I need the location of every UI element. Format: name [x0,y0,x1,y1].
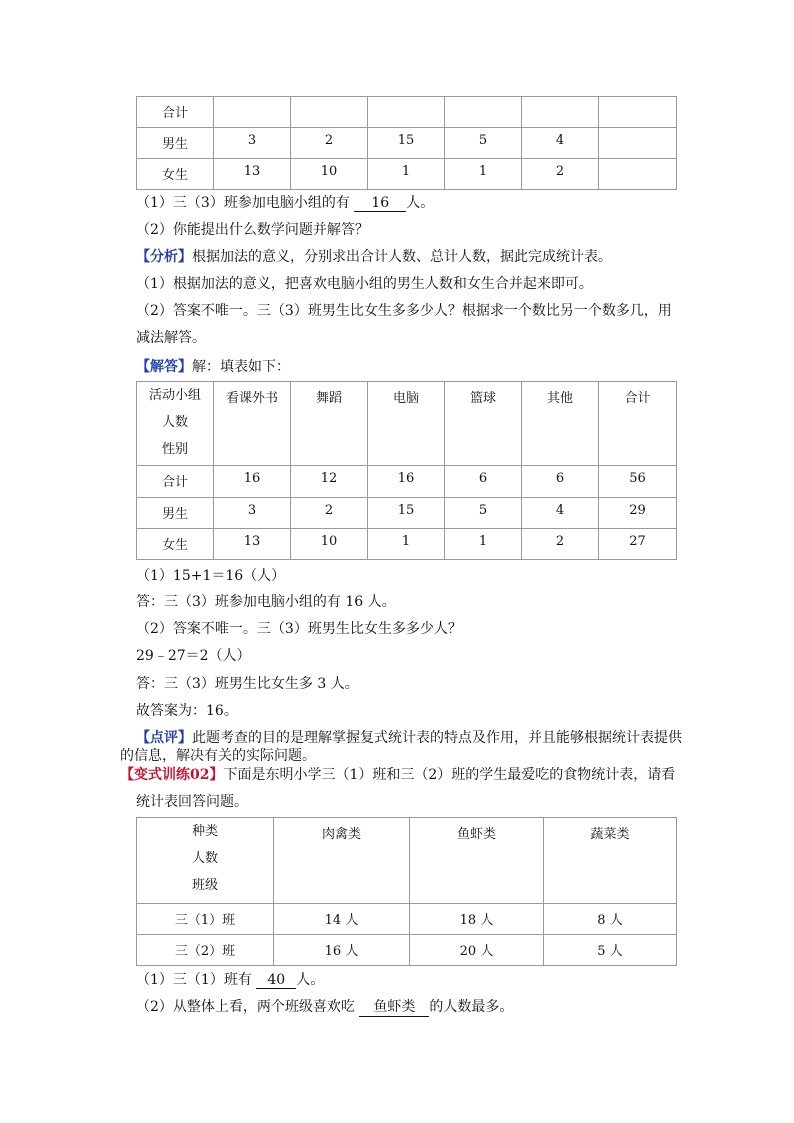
table-cell: 5 [445,498,522,529]
solution-heading [136,356,290,376]
table-cell: 10 [291,529,368,560]
analysis-text: 根据加法的意义，分别求出合计人数、总计人数，据此完成统计表。 [192,249,612,265]
question-text: 人。 [406,195,435,211]
column-header: 看课外书 [214,382,291,466]
table-cell [368,97,445,128]
header-corner [137,382,214,466]
table-cell [522,97,599,128]
header-corner [137,818,274,904]
table-row [137,159,677,190]
table-cell: 18 人 [410,904,544,935]
solution-line-3: （2）答案不唯一。三（3）班男生比女生多多少人？ [136,621,462,637]
column-header: 其他 [522,382,599,466]
table-row [137,904,677,935]
table-cell: 3 [214,128,291,159]
variant-tag: 【变式训练02】 [120,767,224,783]
analysis-point-2a: （2）答案不唯一。三（3）班男生比女生多多少人？根据求一个数比另一个数多几，用 [136,303,672,319]
comment-tag: 【点评】 [136,730,192,746]
table-cell: 8 人 [544,904,677,935]
comment-line-1 [136,727,682,747]
column-header: 合计 [599,382,677,466]
table-cell: 56 [599,466,677,498]
question-text: （1）三（3）班参加电脑小组的有 [136,195,350,211]
table-row [137,498,677,529]
table-cell: 20 人 [410,935,544,966]
column-header: 篮球 [445,382,522,466]
variant-line-2: 统计表回答问题。 [136,794,248,810]
column-header: 蔬菜类 [544,818,677,904]
row-label: 合计 [137,97,214,128]
comment-text: 此题考查的目的是理解掌握复式统计表的特点及作用，并且能够根据统计表提供 [192,730,682,746]
table-activity-partial [136,96,677,190]
analysis-heading [136,246,612,266]
table-cell: 10 [291,159,368,190]
corner-label: 性别 [161,442,188,457]
table-header-row [137,382,677,466]
table-cell: 5 [445,128,522,159]
solution-line-4: 29﹣27＝2（人） [136,648,251,664]
variant-question-2 [136,996,513,1017]
table-cell: 29 [599,498,677,529]
table-row [137,97,677,128]
table-cell: 4 [522,498,599,529]
table-cell: 14 人 [274,904,410,935]
table-row [137,128,677,159]
table-cell: 27 [599,529,677,560]
table-cell: 1 [445,159,522,190]
table-cell [291,97,368,128]
table-cell [214,97,291,128]
corner-label: 人数 [191,851,218,866]
analysis-point-1: （1）根据加法的意义，把喜欢电脑小组的男生人数和女生合并起来即可。 [136,276,593,292]
corner-label: 班级 [191,878,218,893]
table-cell: 2 [291,128,368,159]
table-food [136,817,677,966]
solution-text: 解：填表如下： [192,359,290,375]
question-text: （2）从整体上看，两个班级喜欢吃 [136,999,355,1015]
table-cell: 16 [368,466,445,498]
column-header: 鱼虾类 [410,818,544,904]
table-cell: 5 人 [544,935,677,966]
table-cell: 2 [291,498,368,529]
table-cell [599,97,677,128]
analysis-point-2b: 减法解答。 [136,330,206,346]
table-cell: 6 [445,466,522,498]
table-row [137,529,677,560]
table-cell [445,97,522,128]
row-label: 女生 [137,529,214,560]
solution-line-5: 答：三（3）班男生比女生多 3 人。 [136,676,359,692]
table-cell: 13 [214,529,291,560]
table-cell: 1 [368,159,445,190]
column-header: 电脑 [368,382,445,466]
corner-label: 种类 [191,824,218,839]
table-activity-full [136,381,677,560]
corner-label: 活动小组 [148,388,201,403]
table-cell: 12 [291,466,368,498]
table-cell: 15 [368,498,445,529]
analysis-tag: 【分析】 [136,249,192,265]
row-label: 男生 [137,498,214,529]
table-cell: 3 [214,498,291,529]
variant-text: 下面是东明小学三（1）班和三（2）班的学生最爱吃的食物统计表，请看 [223,767,676,783]
question-1 [136,192,434,212]
table-row [137,935,677,966]
table-cell [599,128,677,159]
solution-tag: 【解答】 [136,359,192,375]
solution-line-1: （1）15+1＝16（人） [136,568,286,584]
row-label: 合计 [137,466,214,498]
table-cell: 4 [522,128,599,159]
column-header: 舞蹈 [291,382,368,466]
question-2: （2）你能提出什么数学问题并解答？ [136,222,369,238]
table-cell: 2 [522,529,599,560]
table-cell: 16 人 [274,935,410,966]
table-header-row [137,818,677,904]
question-text: 的人数最多。 [429,999,514,1015]
variant-heading [120,764,675,784]
answer-blank: 鱼虾类 [359,996,429,1017]
solution-line-2: 答：三（3）班参加电脑小组的有 16 人。 [136,594,396,610]
row-label: 女生 [137,159,214,190]
row-label: 三（2）班 [137,935,274,966]
table-cell [599,159,677,190]
variant-question-1 [136,969,324,989]
table-cell: 15 [368,128,445,159]
table-cell: 6 [522,466,599,498]
row-label: 男生 [137,128,214,159]
table-cell: 2 [522,159,599,190]
row-label: 三（1）班 [137,904,274,935]
corner-label: 人数 [161,415,188,430]
answer-blank: 16 [354,195,406,212]
table-cell: 1 [368,529,445,560]
question-text: （1）三（1）班有 [136,972,252,988]
table-row [137,466,677,498]
column-header: 肉禽类 [274,818,410,904]
table-cell: 13 [214,159,291,190]
table-cell: 1 [445,529,522,560]
question-text: 人。 [296,972,325,988]
comment-line-2: 的信息，解决有关的实际问题。 [120,748,316,764]
solution-line-6: 故答案为：16。 [136,703,238,719]
answer-blank: 40 [256,972,296,989]
table-cell: 16 [214,466,291,498]
